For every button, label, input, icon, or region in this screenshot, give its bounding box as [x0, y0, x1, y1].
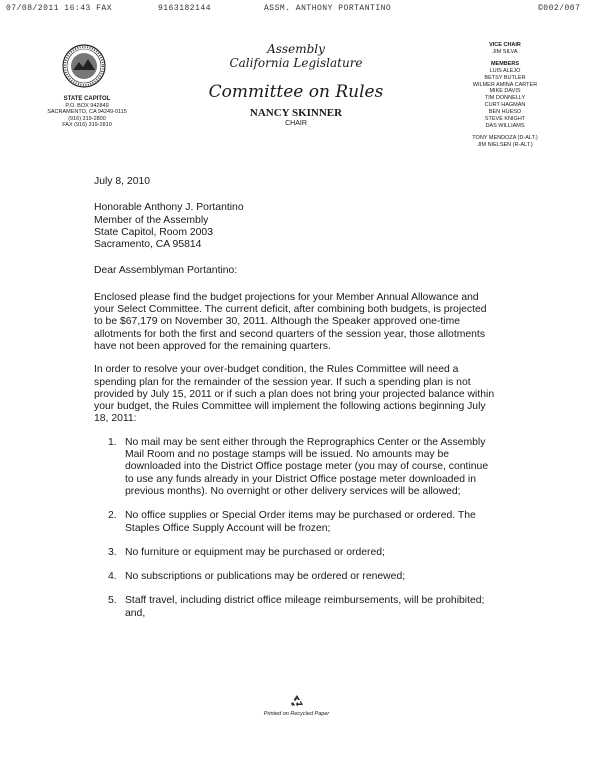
recycled-paper-text: Printed on Recycled Paper — [263, 711, 330, 717]
letterhead-committee: Committee on Rules — [208, 82, 384, 102]
fax-sender: ASSM. ANTHONY PORTANTINO — [264, 4, 392, 13]
address-line: Sacramento, CA 95814 — [94, 239, 202, 251]
letter-body — [94, 176, 498, 632]
member-name: WILMER AMINA CARTER — [472, 81, 538, 88]
list-item — [108, 437, 498, 498]
action-list — [94, 437, 498, 620]
salutation: Dear Assemblyman Portantino: — [94, 265, 238, 277]
capitol-line: (916) 319-2800 — [68, 115, 106, 122]
members-heading: MEMBERS — [490, 60, 520, 67]
address-line: State Capitol, Room 2003 — [94, 226, 213, 238]
list-item — [108, 571, 498, 583]
address-line: Member of the Assembly — [94, 214, 209, 226]
paragraph-2: In order to resolve your over-budget condition, the Rules Committee will need a spending plan for the remainder of the session year. If such a spending plan is not provided by July 15, 2011 or if such a plan does not bring your projected balance within your budget, the Rules Committee will implement the following actions beginning July 18, 2011: — [94, 364, 495, 425]
list-item-text: No furniture or equipment may be purchased or ordered; — [125, 546, 385, 558]
recycle-icon — [290, 694, 304, 708]
capitol-line: FAX (916) 319-2810 — [62, 122, 112, 129]
member-name: LUIS ALEJO — [489, 67, 521, 74]
letter-date: July 8, 2010 — [94, 176, 151, 187]
list-item-text: Staff travel, including district office mileage reimbursements, will be prohibited; and, — [125, 595, 485, 619]
alternate-name: TONY MENDOZA (D-ALT.) — [472, 134, 538, 141]
list-item — [108, 595, 498, 620]
fax-page: ©002/007 — [538, 4, 581, 13]
capitol-address — [42, 96, 132, 129]
member-name: CURT HAGMAN — [484, 102, 526, 109]
capitol-line: SACRAMENTO, CA 94249-0115 — [47, 109, 127, 116]
alternate-name: JIM NIELSEN (R-ALT.) — [477, 141, 533, 148]
member-name: TIM DONNELLY — [484, 95, 526, 102]
state-seal-icon — [62, 44, 106, 88]
fax-datetime: 07/08/2011 16:43 FAX — [6, 4, 113, 13]
address-line: Honorable Anthony J. Portantino — [94, 202, 244, 214]
chair-title: CHAIR — [285, 120, 307, 127]
list-item — [108, 510, 498, 535]
letterhead — [190, 42, 402, 127]
letterhead-assembly: Assembly — [267, 42, 325, 56]
member-name: MIKE DAVIS — [489, 88, 521, 95]
list-item-text: No office supplies or Special Order items may be purchased or ordered. The Staples Office Supply Account will be frozen; — [125, 510, 476, 534]
list-item-number: 5. — [108, 595, 117, 607]
paragraph-1: Enclosed please find the budget projections for your Member Annual Allowance and your Select Committee. The current deficit, after combining both budgets, is projected to be $67,179 on November 30, 2011. Although the Speaker approved one-time allotments for both the first and second quarters of the session year, those allotments have not been approved for the remaining quarters. — [94, 291, 487, 352]
member-name: STEVE KNIGHT — [484, 116, 526, 123]
list-item-text: No mail may be sent either through the Reprographics Center or the Assembly Mail Room and no postage stamps will be issued. No amounts may be downloaded into the District Office postage meter (you may of course, continue to use any funds already in your District Office postage meter downloaded in previous months). No overnight or other delivery services will be allowed; — [125, 436, 489, 497]
fax-number: 9163182144 — [158, 4, 212, 13]
chair-name: NANCY SKINNER — [249, 107, 343, 119]
member-name: DAS WILLIAMS — [485, 122, 525, 129]
recipient-address — [94, 202, 498, 251]
capitol-heading: STATE CAPITOL — [63, 96, 111, 102]
member-name: BETSY BUTLER — [484, 74, 526, 81]
vice-chair-heading: VICE CHAIR — [489, 42, 521, 48]
member-name: BEN HUESO — [488, 109, 522, 116]
list-item-text: No subscriptions or publications may be ordered or renewed; — [125, 571, 406, 583]
footer — [0, 694, 593, 717]
list-item-number: 1. — [108, 436, 117, 448]
list-item — [108, 547, 498, 559]
members-panel — [436, 42, 574, 149]
list-item-number: 3. — [108, 546, 117, 558]
capitol-line: P.O. BOX 942849 — [65, 102, 109, 109]
letterhead-legislature: California Legislature — [229, 56, 363, 70]
list-item-number: 2. — [108, 510, 117, 522]
vice-chair-name: JIM SILVA — [492, 48, 518, 55]
list-item-number: 4. — [108, 571, 117, 583]
